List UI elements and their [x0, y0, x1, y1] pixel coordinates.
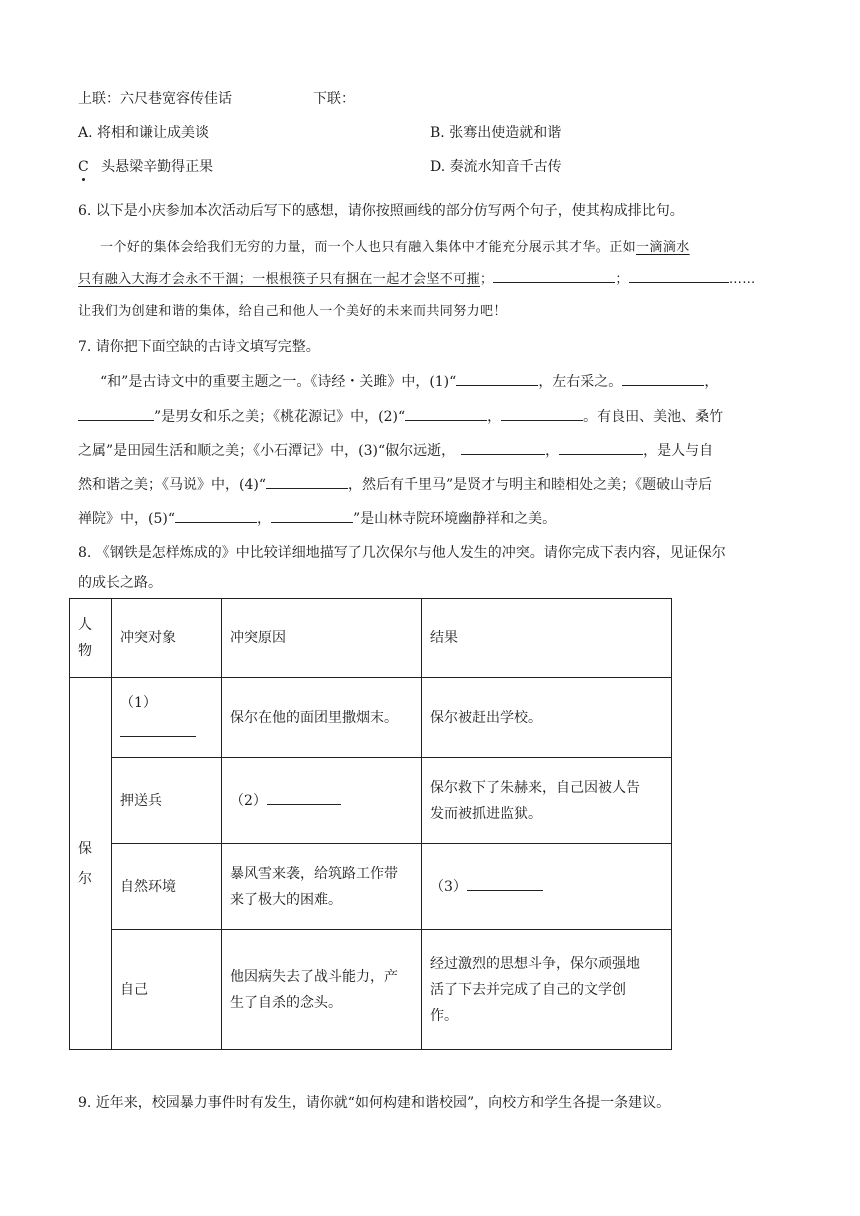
q7-line3 — [78, 440, 713, 460]
result-line: 活了下去并完成了自己的文学创 — [430, 981, 626, 998]
q6-stem: 6. 以下是小庆参加本次活动后写下的感想，请你按照画线的部分仿写两个句子，使其构成排比句。 — [78, 203, 684, 219]
result-line: 经过激烈的思想斗争，保尔顽强地 — [430, 955, 640, 972]
q7-blank-5b[interactable] — [271, 508, 353, 523]
header-result: 结果 — [422, 599, 672, 678]
reason-cell — [222, 758, 422, 844]
header-target: 冲突对象 — [112, 599, 222, 678]
q8-stem-line2: 的成长之路。 — [78, 575, 162, 591]
option-c-text: 头悬梁辛勤得正果 — [101, 159, 214, 175]
header-person-char: 物 — [78, 643, 92, 659]
q7-blank-3a[interactable] — [461, 440, 545, 455]
result-cell — [422, 930, 672, 1050]
table-blank-2[interactable] — [267, 790, 341, 805]
table-row — [70, 678, 672, 758]
q6-text: 一个好的集体会给我们无穷的力量，而一个人也只有融入集体中才能充分展示其才华。正如 — [100, 240, 637, 255]
reason-line: 他因病失去了战斗能力，产 — [230, 968, 398, 985]
blank-number: （2） — [230, 792, 267, 809]
q7-blank-3b[interactable] — [559, 440, 643, 455]
option-d: D. 奏流水知音千古传 — [430, 159, 562, 175]
q6-paragraph-line1 — [100, 236, 690, 255]
blank-number: （1） — [120, 694, 157, 711]
target-cell — [112, 678, 222, 758]
option-b: B. 张骞出使造就和谐 — [430, 125, 562, 141]
q7-blank-4[interactable] — [266, 474, 348, 489]
q7-text: “和”是古诗文中的重要主题之一。《诗经・关雎》中，(1)“ — [100, 374, 457, 390]
q7-line5 — [78, 508, 556, 528]
q7-blank-2a[interactable] — [405, 406, 487, 421]
q7-blank-2b[interactable] — [501, 406, 583, 421]
q7-text: 禅院》中，(5)“ — [78, 511, 175, 527]
result-cell: 保尔被赶出学校。 — [422, 678, 672, 758]
option-c — [78, 156, 213, 176]
emphasis-dot — [82, 178, 85, 181]
person-char: 尔 — [78, 870, 92, 887]
q6-underlined-example: 一滴滴水 — [636, 240, 690, 255]
q6-ellipsis: …… — [728, 272, 756, 287]
reason-line: 来了极大的困难。 — [230, 891, 342, 908]
couplet-lower: 下联： — [313, 91, 355, 107]
q7-text: ，是人与自 — [643, 443, 714, 459]
q6-paragraph-line3: 让我们为创建和谐的集体，给自己和他人一个美好的未来而共同努力吧！ — [78, 304, 507, 319]
option-c-letter: C — [78, 159, 89, 175]
q7-blank-1b[interactable] — [622, 371, 704, 386]
target-cell: 押送兵 — [112, 758, 222, 844]
q6-semicolon: ； — [480, 272, 494, 287]
q6-underlined-example: 只有融入大海才会永不干涸；一根根筷子只有捆在一起才会坚不可摧 — [78, 272, 481, 287]
q7-text: ， — [704, 374, 719, 390]
q7-line4 — [78, 474, 712, 494]
q8-stem-line1: 8. 《钢铁是怎样炼成的》中比较详细地描写了几次保尔与他人发生的冲突。请你完成下表内容，见证保尔 — [78, 545, 726, 561]
header-reason: 冲突原因 — [222, 599, 422, 678]
table-header-row — [70, 599, 672, 678]
table-blank-1[interactable] — [120, 722, 196, 737]
result-line: 保尔救下了朱赫来，自己因被人告 — [430, 779, 640, 796]
reason-line: 生了自杀的念头。 — [230, 994, 342, 1011]
q7-blank-5a[interactable] — [175, 508, 257, 523]
q7-text: 之属”是田园生活和顺之美；《小石潭记》中，(3)“俶尔远逝， — [78, 443, 456, 459]
option-a: A. 将相和谦让成美谈 — [78, 125, 210, 141]
target-cell: 自己 — [112, 930, 222, 1050]
q7-stem: 7. 请你把下面空缺的古诗文填写完整。 — [78, 339, 320, 355]
q7-blank-1a[interactable] — [456, 371, 538, 386]
target-cell: 自然环境 — [112, 844, 222, 930]
result-cell — [422, 844, 672, 930]
q7-text: ”是山林寺院环境幽静祥和之美。 — [353, 511, 557, 527]
result-line: 作。 — [430, 1007, 458, 1024]
q7-line1 — [100, 371, 718, 391]
q7-blank-1c[interactable] — [78, 406, 154, 421]
table-row — [70, 844, 672, 930]
header-person — [70, 599, 112, 678]
q7-text: ”是男女和乐之美；《桃花源记》中，(2)“ — [154, 409, 406, 425]
person-cell — [70, 678, 112, 1050]
reason-cell — [222, 930, 422, 1050]
blank-number: （3） — [430, 878, 467, 895]
header-person-char: 人 — [78, 617, 92, 633]
reason-line: 暴风雪来袭，给筑路工作带 — [230, 865, 398, 882]
table-row — [70, 758, 672, 844]
table-blank-3[interactable] — [467, 876, 543, 891]
result-line: 发而被抓进监狱。 — [430, 805, 542, 822]
result-cell — [422, 758, 672, 844]
q9-stem: 9. 近年来，校园暴力事件时有发生，请你就“如何构建和谐校园”，向校方和学生各提一条建议。 — [78, 1095, 671, 1111]
q7-text: ，然后有千里马”是贤才与明主和睦相处之美；《题破山寺后 — [348, 477, 713, 493]
couplet-upper: 上联：六尺巷宽容传佳话 — [78, 91, 232, 107]
person-char: 保 — [78, 840, 92, 857]
q7-text: ， — [257, 511, 271, 527]
q6-blank-1[interactable] — [493, 268, 615, 283]
q6-semicolon: ； — [615, 272, 629, 287]
q7-text: 然和谐之美；《马说》中，(4)“ — [78, 477, 266, 493]
reason-cell — [222, 844, 422, 930]
q7-text: ， — [545, 443, 560, 459]
q6-paragraph-line2 — [78, 268, 756, 287]
q7-text: 。有良田、美池、桑竹 — [583, 409, 724, 425]
table-row — [70, 930, 672, 1050]
q7-text: ， — [487, 409, 502, 425]
q7-line2 — [78, 406, 723, 426]
q7-text: ，左右采之。 — [538, 374, 623, 390]
conflict-table — [69, 598, 672, 1050]
reason-cell: 保尔在他的面团里撒烟末。 — [222, 678, 422, 758]
q6-blank-2[interactable] — [629, 268, 729, 283]
